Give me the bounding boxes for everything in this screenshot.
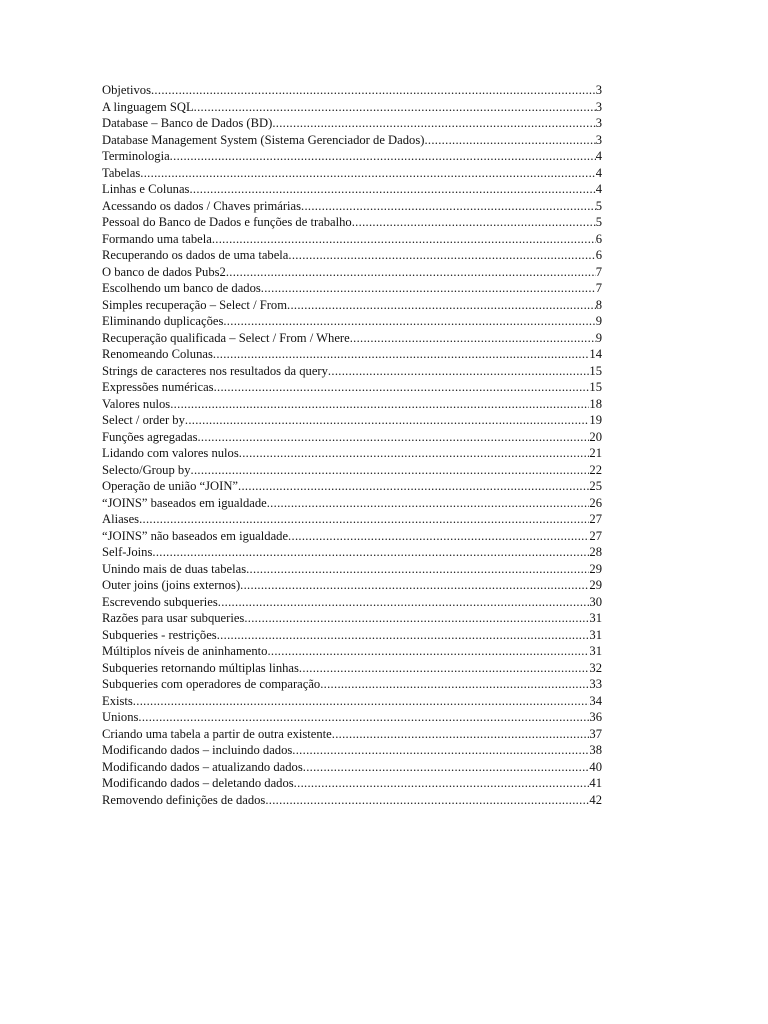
toc-entry-page-number: 4: [595, 165, 602, 180]
toc-entry-page-number: 31: [589, 611, 602, 625]
toc-entry-page-number: 27: [589, 512, 602, 526]
toc-entry[interactable]: [102, 478, 602, 495]
toc-entry-page-number: 14: [589, 347, 602, 361]
toc-entry-title: Modificando dados – atualizando dados: [102, 759, 303, 774]
toc-entry-page-number: 40: [589, 759, 602, 774]
toc-entry-page-number: 5: [595, 215, 602, 229]
toc-entry-page-number: 29: [589, 578, 602, 592]
toc-entry-page-number: 15: [589, 363, 602, 378]
toc-entry-page-number: 25: [589, 479, 602, 493]
toc-entry[interactable]: [102, 544, 602, 561]
toc-entry[interactable]: [102, 363, 602, 380]
dot-leader: [294, 775, 590, 792]
toc-entry[interactable]: [102, 627, 602, 644]
toc-entry-title: Valores nulos: [102, 396, 171, 411]
toc-entry-page-number: 4: [595, 182, 602, 196]
toc-entry-title: Exists: [102, 693, 133, 708]
dot-leader: [194, 99, 596, 116]
toc-entry[interactable]: [102, 462, 602, 479]
toc-entry[interactable]: [102, 313, 602, 330]
toc-entry-title: Database – Banco de Dados (BD): [102, 116, 273, 130]
toc-entry[interactable]: [102, 660, 602, 677]
toc-entry-title: Eliminando duplicações: [102, 314, 224, 328]
toc-entry-title: Self-Joins: [102, 545, 153, 559]
toc-entry[interactable]: [102, 412, 602, 429]
dot-leader: [139, 511, 589, 528]
toc-entry-page-number: 19: [589, 413, 602, 427]
toc-entry-page-number: 27: [589, 528, 602, 543]
toc-entry[interactable]: [102, 214, 602, 231]
toc-entry[interactable]: [102, 528, 602, 545]
toc-entry-page-number: 8: [595, 297, 602, 312]
dot-leader: [288, 528, 589, 545]
toc-entry[interactable]: [102, 445, 602, 462]
toc-entry[interactable]: [102, 82, 602, 99]
toc-entry-title: Strings de caracteres nos resultados da query: [102, 363, 328, 378]
toc-entry[interactable]: [102, 231, 602, 248]
toc-entry[interactable]: [102, 495, 602, 512]
toc-entry-title: Expressões numéricas: [102, 380, 214, 394]
dot-leader: [191, 462, 590, 479]
toc-entry-title: Lidando com valores nulos: [102, 446, 239, 460]
toc-entry-page-number: 42: [589, 792, 602, 807]
dot-leader: [140, 165, 595, 182]
toc-entry[interactable]: [102, 594, 602, 611]
toc-entry-title: Formando uma tabela: [102, 231, 212, 246]
toc-entry-page-number: 9: [595, 314, 602, 328]
toc-entry[interactable]: [102, 165, 602, 182]
toc-entry-page-number: 31: [589, 644, 602, 658]
toc-entry[interactable]: [102, 247, 602, 264]
dot-leader: [240, 577, 589, 594]
toc-entry[interactable]: [102, 396, 602, 413]
toc-entry[interactable]: [102, 726, 602, 743]
dot-leader: [170, 396, 589, 413]
toc-entry-page-number: 36: [589, 710, 602, 724]
toc-entry-title: A linguagem SQL: [102, 99, 194, 114]
toc-entry-title: Modificando dados – incluindo dados: [102, 743, 293, 757]
toc-entry[interactable]: [102, 264, 602, 281]
dot-leader: [238, 478, 589, 495]
dot-leader: [301, 198, 596, 215]
dot-leader: [213, 346, 590, 363]
toc-entry[interactable]: [102, 198, 602, 215]
toc-entry-page-number: 22: [589, 462, 602, 477]
toc-entry-title: Select / order by: [102, 413, 185, 427]
toc-entry[interactable]: [102, 115, 602, 132]
toc-entry[interactable]: [102, 693, 602, 710]
toc-entry-title: O banco de dados Pubs2: [102, 264, 226, 279]
dot-leader: [226, 264, 596, 281]
dot-leader: [170, 148, 596, 165]
toc-entry-title: Unions: [102, 710, 139, 724]
toc-entry[interactable]: [102, 181, 602, 198]
toc-entry-page-number: 9: [595, 330, 602, 345]
toc-entry-title: Terminologia: [102, 149, 170, 163]
toc-entry-page-number: 4: [595, 149, 602, 163]
dot-leader: [223, 313, 595, 330]
toc-entry-title: Múltiplos níveis de aninhamento: [102, 644, 268, 658]
toc-entry[interactable]: [102, 148, 602, 165]
toc-entry[interactable]: [102, 330, 602, 347]
toc-entry-page-number: 7: [595, 281, 602, 295]
toc-entry[interactable]: [102, 561, 602, 578]
toc-entry-page-number: 31: [589, 627, 602, 642]
toc-entry-title: Selecto/Group by: [102, 462, 191, 477]
toc-entry[interactable]: [102, 643, 602, 660]
toc-entry-page-number: 6: [595, 231, 602, 246]
dot-leader: [267, 643, 589, 660]
toc-entry-title: Removendo definições de dados: [102, 792, 266, 807]
toc-entry-title: Recuperação qualificada – Select / From / Where: [102, 330, 350, 345]
toc-entry[interactable]: [102, 775, 602, 792]
toc-entry-page-number: 18: [589, 396, 602, 411]
dot-leader: [299, 660, 589, 677]
toc-entry-title: Unindo mais de duas tabelas: [102, 561, 247, 576]
toc-entry-page-number: 28: [589, 545, 602, 559]
toc-entry-title: Escolhendo um banco de dados: [102, 281, 261, 295]
toc-entry-page-number: 3: [595, 116, 602, 130]
dot-leader: [352, 214, 596, 231]
dot-leader: [246, 561, 589, 578]
dot-leader: [133, 693, 590, 710]
dot-leader: [267, 495, 590, 512]
toc-entry-page-number: 37: [589, 726, 602, 741]
dot-leader: [218, 594, 590, 611]
toc-entry[interactable]: [102, 297, 602, 314]
toc-entry-page-number: 34: [589, 693, 602, 708]
toc-entry-title: Tabelas: [102, 165, 141, 180]
dot-leader: [185, 412, 590, 429]
toc-entry-page-number: 29: [589, 561, 602, 576]
toc-entry-page-number: 20: [589, 429, 602, 444]
toc-entry-title: Renomeando Colunas: [102, 347, 213, 361]
toc-entry-title: Database Management System (Sistema Gerenciador de Dados): [102, 132, 425, 147]
toc-entry-page-number: 26: [589, 495, 602, 510]
toc-entry[interactable]: [102, 709, 602, 726]
dot-leader: [212, 231, 596, 248]
toc-entry[interactable]: [102, 610, 602, 627]
toc-entry-title: Acessando os dados / Chaves primárias: [102, 198, 302, 213]
dot-leader: [292, 742, 589, 759]
dot-leader: [303, 759, 590, 776]
dot-leader: [332, 726, 590, 743]
toc-entry-page-number: 3: [595, 99, 602, 114]
dot-leader: [214, 379, 590, 396]
dot-leader: [272, 115, 595, 132]
dot-leader: [197, 429, 589, 446]
toc-entry-title: Modificando dados – deletando dados: [102, 776, 294, 790]
toc-entry-page-number: 7: [595, 264, 602, 279]
dot-leader: [152, 544, 589, 561]
dot-leader: [151, 82, 596, 99]
toc-entry[interactable]: [102, 792, 602, 809]
toc-entry-title: Pessoal do Banco de Dados e funções de trabalho: [102, 215, 352, 229]
table-of-contents: [102, 82, 602, 808]
toc-entry-title: “JOINS” não baseados em igualdade: [102, 528, 289, 543]
dot-leader: [288, 247, 595, 264]
dot-leader: [328, 363, 589, 380]
toc-entry[interactable]: [102, 132, 602, 149]
toc-entry-title: Subqueries - restrições: [102, 627, 217, 642]
toc-entry-page-number: 5: [595, 198, 602, 213]
dot-leader: [138, 709, 589, 726]
dot-leader: [320, 676, 589, 693]
toc-entry-title: Recuperando os dados de uma tabela: [102, 248, 289, 262]
toc-entry-title: “JOINS” baseados em igualdade: [102, 495, 267, 510]
toc-entry-page-number: 6: [595, 248, 602, 262]
toc-entry-page-number: 30: [589, 594, 602, 609]
toc-entry[interactable]: [102, 511, 602, 528]
dot-leader: [261, 280, 596, 297]
toc-entry[interactable]: [102, 742, 602, 759]
toc-entry[interactable]: [102, 759, 602, 776]
toc-entry[interactable]: [102, 429, 602, 446]
toc-entry[interactable]: [102, 379, 602, 396]
toc-entry-title: Outer joins (joins externos): [102, 578, 241, 592]
toc-entry-title: Criando uma tabela a partir de outra existente: [102, 726, 332, 741]
toc-entry-title: Aliases: [102, 512, 140, 526]
dot-leader: [265, 792, 589, 809]
toc-entry-title: Operação de união “JOIN”: [102, 479, 239, 493]
dot-leader: [239, 445, 590, 462]
dot-leader: [424, 132, 595, 149]
toc-entry-title: Linhas e Colunas: [102, 182, 190, 196]
toc-entry-title: Objetivos: [102, 83, 151, 97]
toc-entry-page-number: 38: [589, 743, 602, 757]
dot-leader: [244, 610, 589, 627]
toc-entry[interactable]: [102, 346, 602, 363]
toc-entry[interactable]: [102, 676, 602, 693]
dot-leader: [217, 627, 590, 644]
dot-leader: [350, 330, 596, 347]
toc-entry-title: Simples recuperação – Select / From: [102, 297, 288, 312]
toc-entry[interactable]: [102, 280, 602, 297]
toc-entry[interactable]: [102, 99, 602, 116]
toc-entry[interactable]: [102, 577, 602, 594]
dot-leader: [287, 297, 596, 314]
toc-entry-page-number: 21: [589, 446, 602, 460]
toc-entry-page-number: 41: [589, 776, 602, 790]
toc-entry-title: Escrevendo subqueries: [102, 594, 218, 609]
toc-entry-page-number: 3: [595, 83, 602, 97]
toc-entry-title: Subqueries retornando múltiplas linhas: [102, 660, 299, 675]
toc-entry-page-number: 32: [589, 660, 602, 675]
toc-entry-page-number: 3: [595, 132, 602, 147]
dot-leader: [189, 181, 595, 198]
toc-entry-title: Razões para usar subqueries: [102, 611, 245, 625]
toc-entry-page-number: 33: [589, 677, 602, 691]
toc-entry-page-number: 15: [589, 380, 602, 394]
toc-entry-title: Funções agregadas: [102, 429, 198, 444]
toc-entry-title: Subqueries com operadores de comparação: [102, 677, 321, 691]
